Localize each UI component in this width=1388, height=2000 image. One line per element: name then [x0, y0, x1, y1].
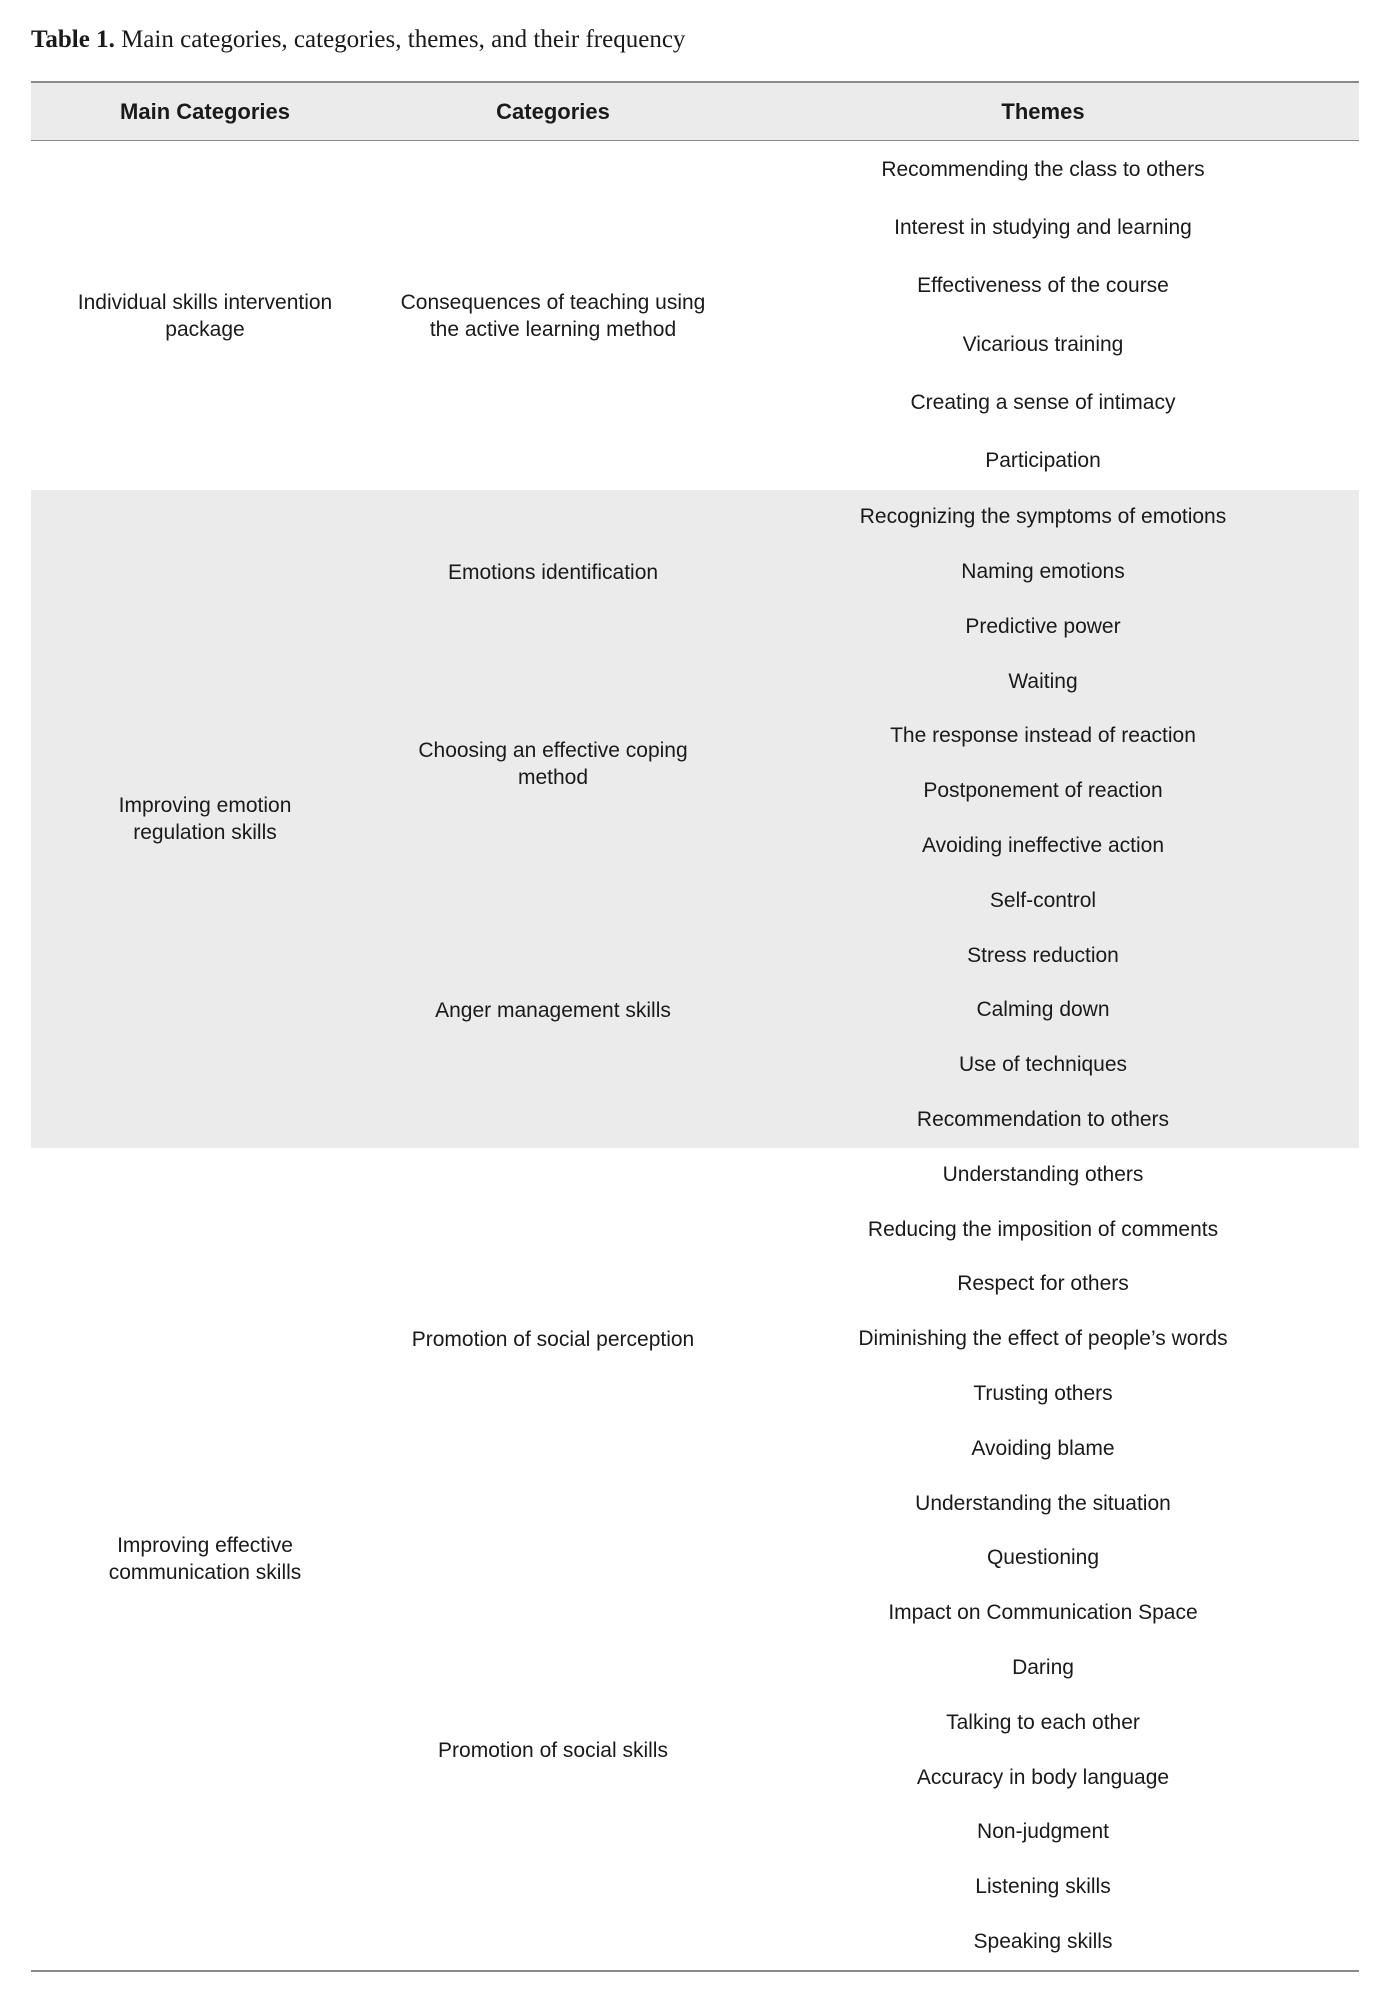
main-category-line: Improving emotion [118, 793, 292, 817]
theme-item: Avoiding ineffective action [921, 833, 1165, 857]
theme-item: Recognizing the symptoms of emotions [859, 505, 1227, 529]
category-cell [379, 1148, 727, 1532]
theme-item: Stress reduction [967, 943, 1119, 967]
theme-item: Speaking skills [973, 1929, 1113, 1953]
theme-item: Waiting [1008, 669, 1078, 693]
table-group [31, 1148, 1359, 1970]
main-category-line: Individual skills intervention [77, 290, 333, 314]
theme-item: Naming emotions [961, 559, 1125, 583]
theme-item: Predictive power [965, 614, 1121, 638]
category-line: Promotion of social perception [411, 1328, 695, 1352]
theme-item: Daring [1012, 1655, 1074, 1679]
theme-item: Recommendation to others [916, 1107, 1170, 1131]
caption-text: Main categories, categories, themes, and their frequency [121, 26, 686, 53]
themes-column [727, 490, 1359, 1148]
theme-item: Effectiveness of the course [917, 274, 1169, 298]
theme-item: Accuracy in body language [916, 1765, 1170, 1789]
theme-item: Respect for others [957, 1272, 1129, 1296]
caption-label: Table 1. [31, 26, 115, 53]
category-line: Promotion of social skills [438, 1739, 668, 1763]
theme-item: Vicarious training [962, 332, 1124, 356]
themes-column [727, 141, 1359, 490]
category-cell [379, 874, 727, 1148]
table-group [31, 490, 1359, 1148]
theme-item: Creating a sense of intimacy [910, 390, 1176, 414]
theme-item: Talking to each other [946, 1710, 1140, 1734]
theme-item: Understanding others [942, 1162, 1144, 1186]
main-category-cell [31, 141, 379, 490]
main-category-line: Improving effective [117, 1533, 293, 1557]
theme-item: Use of techniques [958, 1053, 1128, 1077]
theme-item: Diminishing the effect of people’s words [858, 1327, 1228, 1351]
theme-item: Participation [985, 448, 1101, 472]
table-bottom-rule [31, 1970, 1359, 1972]
header-categories: Categories [496, 99, 610, 124]
category-line: Emotions identification [447, 560, 659, 584]
theme-item: Recommending the class to others [881, 158, 1205, 181]
theme-item: Non-judgment [977, 1820, 1109, 1844]
theme-item: Reducing the imposition of comments [867, 1217, 1219, 1241]
theme-item: The response instead of reaction [890, 724, 1196, 748]
theme-item: Postponement of reaction [923, 779, 1163, 803]
category-line: Choosing an effective coping [418, 739, 688, 763]
main-category-line: package [165, 317, 245, 341]
theme-item: Interest in studying and learning [894, 216, 1192, 240]
theme-item: Calming down [976, 998, 1110, 1022]
table-group [31, 141, 1359, 490]
theme-item: Questioning [986, 1546, 1100, 1570]
theme-item: Understanding the situation [915, 1491, 1171, 1515]
header-themes: Themes [1001, 99, 1085, 124]
table-body [31, 141, 1359, 1970]
category-line: Consequences of teaching using [400, 290, 706, 314]
header-main-categories: Main Categories [120, 99, 290, 124]
category-cell [379, 490, 727, 654]
main-category-cell [31, 490, 379, 1148]
theme-item: Self-control [989, 888, 1097, 912]
theme-item: Avoiding blame [971, 1436, 1115, 1460]
theme-item: Listening skills [975, 1875, 1111, 1899]
themes-column [727, 1148, 1359, 1970]
main-category-line: communication skills [108, 1560, 302, 1584]
main-category-cell [31, 1148, 379, 1970]
category-line: method [517, 766, 589, 790]
category-line: Anger management skills [435, 999, 671, 1023]
main-category-line: regulation skills [133, 820, 277, 844]
category-cell [379, 141, 727, 490]
category-cell [379, 655, 727, 874]
category-line: the active learning method [429, 317, 677, 341]
theme-item: Trusting others [973, 1381, 1113, 1405]
table-header [31, 83, 1359, 141]
themes-table [31, 81, 1359, 1972]
theme-item: Impact on Communication Space [888, 1601, 1198, 1625]
table-caption [31, 26, 685, 54]
category-cell [379, 1531, 727, 1969]
